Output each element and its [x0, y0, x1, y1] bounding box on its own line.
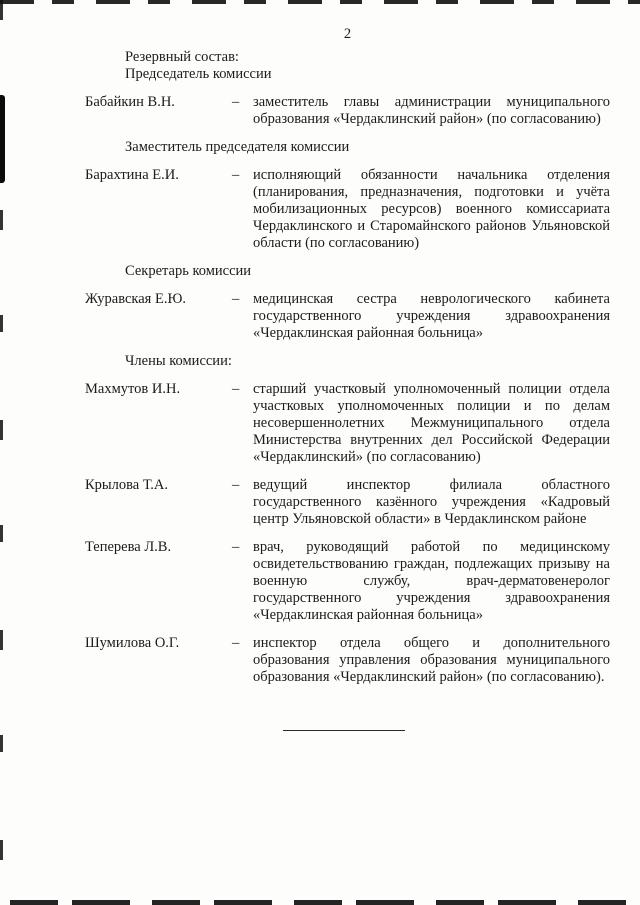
entry-dash: – [232, 381, 240, 397]
entry-row-chairman [85, 94, 610, 128]
heading-chairman: Председатель комиссии [125, 66, 272, 82]
scan-artifact-bottom-edge [0, 900, 640, 905]
entry-row-member-3 [85, 539, 610, 624]
entry-name: Барахтина Е.И. [85, 167, 179, 183]
entry-name: Бабайкин В.Н. [85, 94, 175, 110]
heading-members: Члены комиссии: [125, 353, 232, 369]
entry-dash: – [232, 94, 240, 110]
entry-row-member-1 [85, 381, 610, 466]
entry-name: Крылова Т.А. [85, 477, 168, 493]
heading-deputy-chairman: Заместитель председателя комиссии [125, 139, 350, 155]
signature-separator-line [283, 730, 405, 731]
entry-description: врач, руководящий работой по медицинскому освидетельствованию граждан, подлежащих призыву на военную службу, врач-дерматовенеролог государственного учреждения здравоохранения «Чердаклинская районная больница» [253, 539, 610, 623]
heading-reserve-roster: Резервный состав: [125, 49, 239, 65]
entry-dash: – [232, 167, 240, 183]
entry-description: исполняющий обязанности начальника отделения (планирования, предназначения, подготовки и учёта мобилизационных ресурсов) военного комиссариата Чердаклинского и Старомайнского районов Ульяновской области (по согласованию) [253, 167, 610, 251]
entry-dash: – [232, 477, 240, 493]
heading-secretary: Секретарь комиссии [125, 263, 252, 279]
entry-description: медицинская сестра неврологического кабинета государственного учреждения здравоохранения «Чердаклинская районная больница» [253, 291, 610, 341]
entry-dash: – [232, 291, 240, 307]
entry-description: ведущий инспектор филиала областного государственного казённого учреждения «Кадровый центр Ульяновской области» в Чердаклинском районе [253, 477, 610, 527]
entry-description: инспектор отдела общего и дополнительного образования управления образования муниципального образования «Чердаклинский район» (по согласованию). [253, 635, 610, 685]
entry-dash: – [232, 539, 240, 555]
page-number: 2 [343, 26, 352, 42]
entry-name: Журавская Е.Ю. [85, 291, 186, 307]
entry-row-deputy [85, 167, 610, 252]
entry-row-member-4 [85, 635, 610, 686]
entry-name: Теперева Л.В. [85, 539, 172, 555]
entry-row-secretary [85, 291, 610, 342]
entry-description: старший участковый уполномоченный полиции отдела участковых уполномоченных полиции и по делам несовершеннолетних Межмуниципального отдела Министерства внутренних дел Российской Федерации «Чердаклинский» (по согласованию) [253, 381, 610, 465]
entry-name: Махмутов И.Н. [85, 381, 181, 397]
entry-row-member-2 [85, 477, 610, 528]
entry-name: Шумилова О.Г. [85, 635, 180, 651]
entry-description: заместитель главы администрации муниципального образования «Чердаклинский район» (по согласованию) [253, 94, 610, 127]
entry-dash: – [232, 635, 240, 651]
